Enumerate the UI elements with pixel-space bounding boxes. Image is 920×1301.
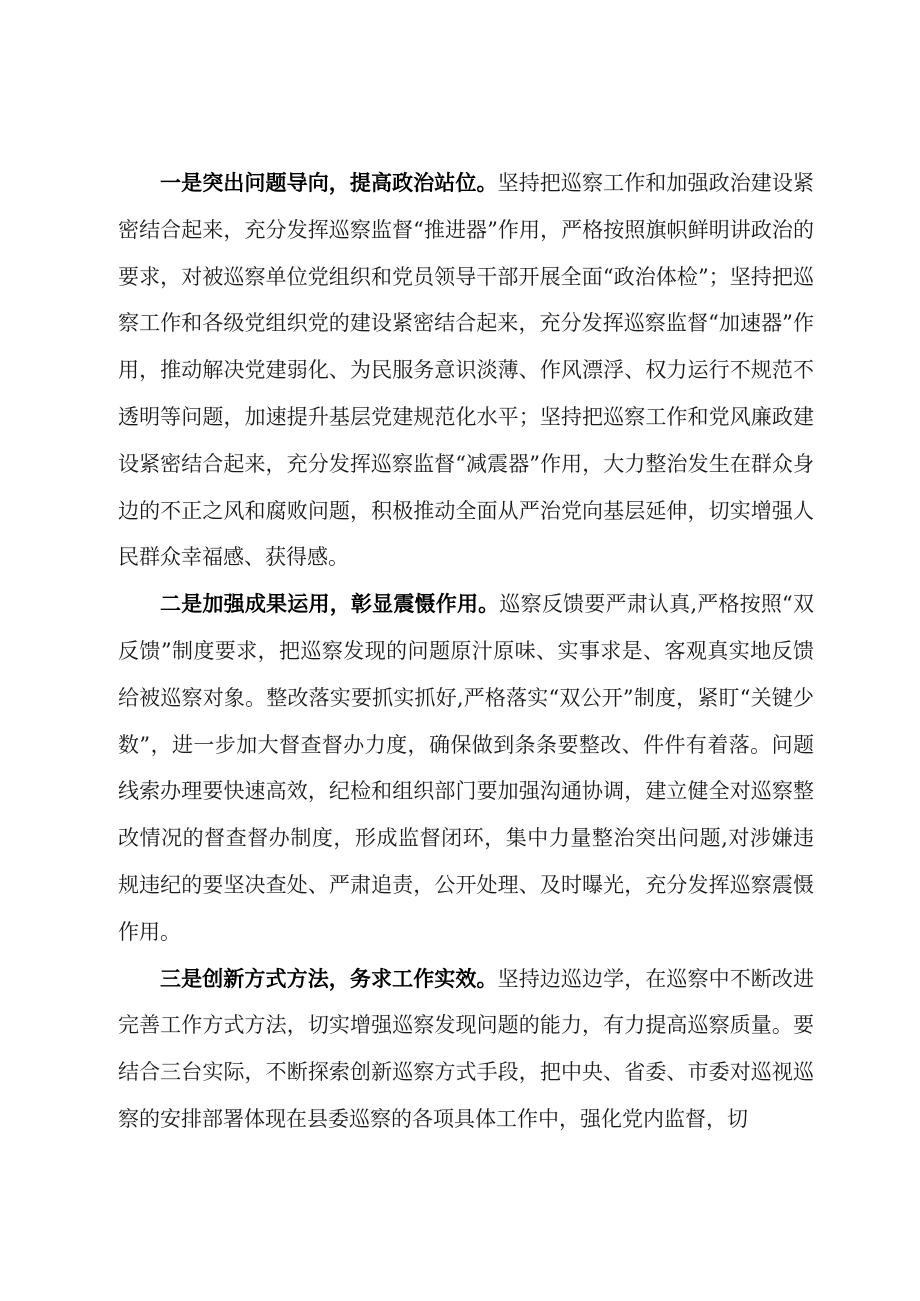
paragraph-2-heading: 二是加强成果运用，彰显震慑作用。	[160, 592, 500, 617]
paragraph-2-text: 巡察反馈要严肃认真,严格按照“双反馈”制度要求，把巡察发现的问题原汁原味、实事求是、客观真实地反馈给被巡察对象。整改落实要抓实抓好,严格落实“双公开”制度，紧盯“关键少数”，进一步加大督查督办力度，确保做到条条要整改、件件有着落。问题线索办理要快速高效，纪检和组织部门要加强沟通协调，建立健全对巡察整改情况的督查督办制度，形成监督闭环，集中力量整治突出问题,对涉嫌违规违纪的要坚决查处、严肃追责，公开处理、及时曝光，充分发挥巡察震慑作用。	[118, 592, 814, 944]
paragraph-3-text: 坚持边巡边学，在巡察中不断改进完善工作方式方法，切实增强巡察发现问题的能力，有力提高巡察质量。要结合三台实际，不断探索创新巡察方式手段，把中央、省委、市委对巡视巡察的安排部署体现在县委巡察的各项具体工作中，强化党内监督，切	[118, 966, 815, 1131]
paragraph-1-heading: 一是突出问题导向，提高政治站位。	[160, 171, 498, 195]
document-body	[118, 160, 814, 1143]
paragraph-1-text: 坚持把巡察工作和加强政治建设紧密结合起来，充分发挥巡察监督“推进器”作用，严格按照旗帜鲜明讲政治的要求，对被巡察单位党组织和党员领导干部开展全面“政治体检”；坚持把巡察工作和各级党组织党的建设紧密结合起来，充分发挥巡察监督“加速器”作用，推动解决党建弱化、为民服务意识淡薄、作风漂浮、权力运行不规范不透明等问题，加速提升基层党建规范化水平；坚持把巡察工作和党风廉政建设紧密结合起来，充分发挥巡察监督“减震器”作用，大力整治发生在群众身边的不正之风和腐败问题，积极推动全面从严治党向基层延伸，切实增强人民群众幸福感、获得感。	[118, 171, 815, 570]
paragraph-3-heading: 三是创新方式方法，务求工作实效。	[160, 966, 498, 991]
paragraph-2	[118, 581, 814, 955]
paragraph-3	[118, 956, 814, 1143]
paragraph-1	[118, 160, 814, 581]
